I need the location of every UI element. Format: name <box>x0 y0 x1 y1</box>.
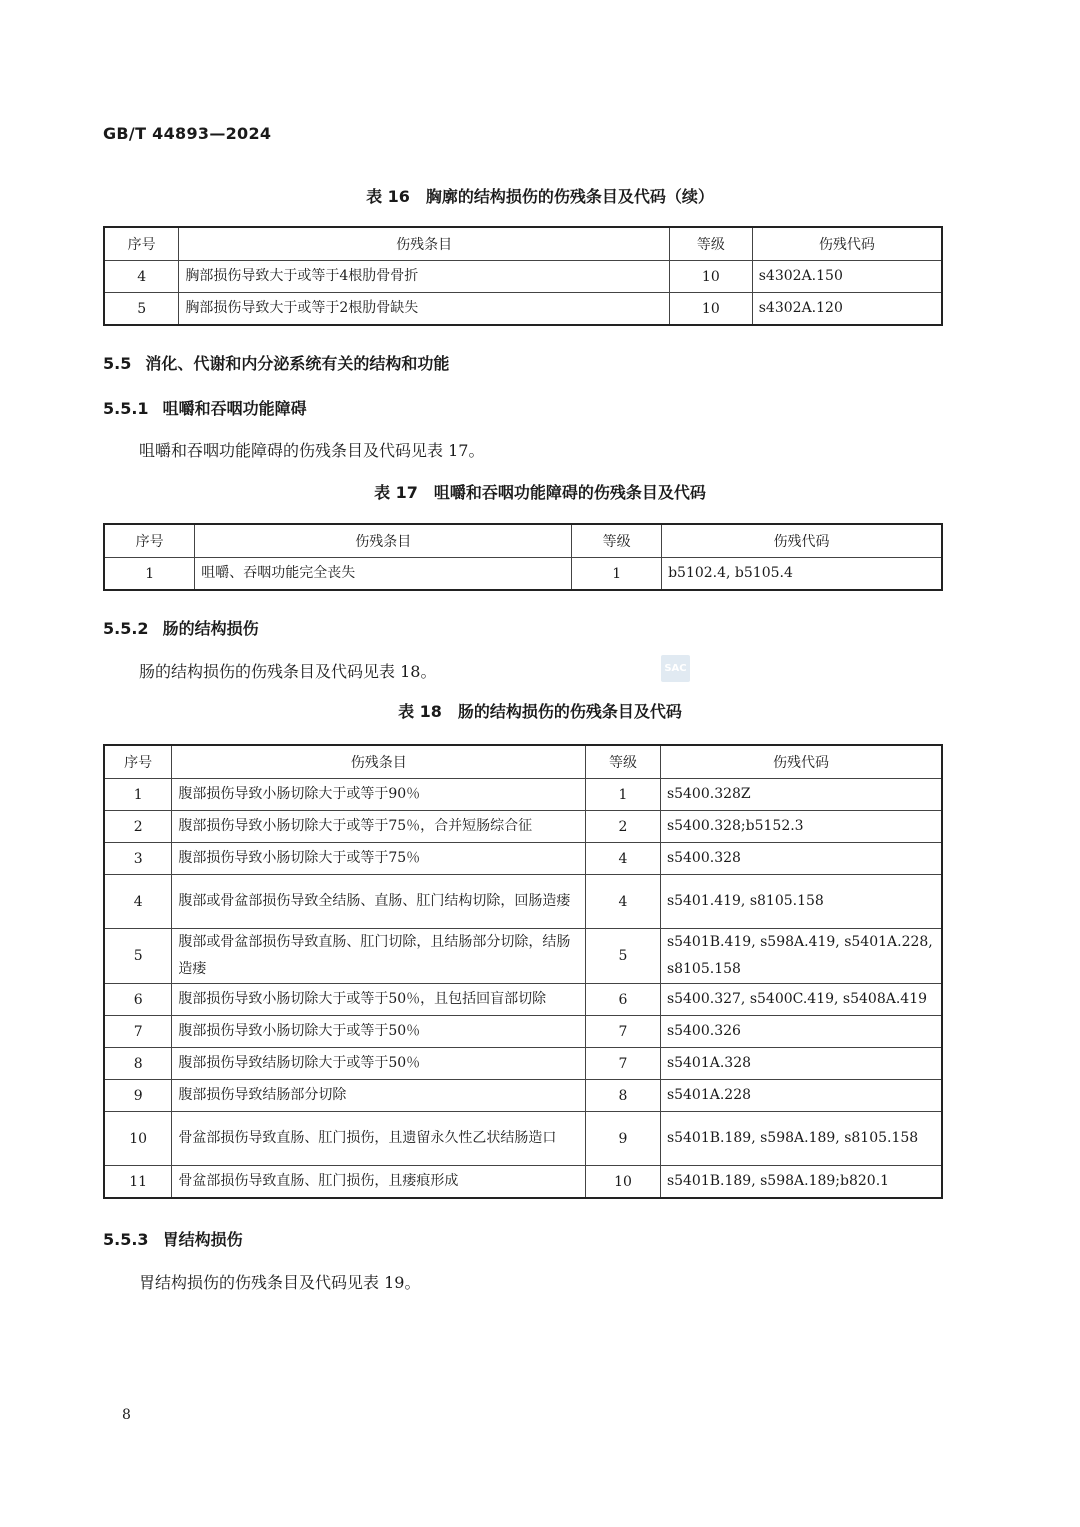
cell-index: 9 <box>104 1080 172 1112</box>
table-header-row <box>104 524 942 558</box>
cell-index: 1 <box>104 558 195 591</box>
table-header-row <box>104 227 942 261</box>
section-5-5-3-paragraph: 胃结构损伤的伤残条目及代码见表 19。 <box>139 1273 421 1292</box>
section-5-5-2-paragraph: 肠的结构损伤的伤残条目及代码见表 18。 <box>139 662 437 681</box>
col-header-item: 伤残条目 <box>179 227 670 261</box>
cell-grade: 2 <box>586 811 661 843</box>
table-row <box>104 1080 942 1112</box>
cell-index: 7 <box>104 1016 172 1048</box>
cell-code: s5401B.189, s598A.189, s8105.158 <box>660 1112 942 1166</box>
table-row <box>104 1166 942 1199</box>
cell-grade: 6 <box>586 984 661 1016</box>
cell-code: s5401A.328 <box>660 1048 942 1080</box>
cell-code: s5400.327, s5400C.419, s5408A.419 <box>660 984 942 1016</box>
table-row <box>104 261 942 293</box>
cell-item: 腹部损伤导致小肠切除大于或等于75％，合并短肠综合征 <box>172 811 586 843</box>
cell-item: 腹部损伤导致结肠部分切除 <box>172 1080 586 1112</box>
cell-grade: 4 <box>586 875 661 929</box>
cell-item: 腹部或骨盆部损伤导致全结肠、直肠、肛门结构切除，回肠造瘘 <box>172 875 586 929</box>
col-header-code: 伤残代码 <box>660 745 942 779</box>
cell-index: 5 <box>104 929 172 984</box>
table-row <box>104 293 942 326</box>
cell-grade: 9 <box>586 1112 661 1166</box>
section-number: 5.5.3 <box>103 1230 149 1249</box>
cell-item: 腹部损伤导致结肠切除大于或等于50％ <box>172 1048 586 1080</box>
cell-index: 10 <box>104 1112 172 1166</box>
cell-index: 1 <box>104 779 172 811</box>
cell-code: s5400.326 <box>660 1016 942 1048</box>
cell-grade: 5 <box>586 929 661 984</box>
col-header-item: 伤残条目 <box>172 745 586 779</box>
section-title: 消化、代谢和内分泌系统有关的结构和功能 <box>145 354 450 373</box>
table-row <box>104 779 942 811</box>
cell-grade: 7 <box>586 1048 661 1080</box>
col-header-code: 伤残代码 <box>662 524 942 558</box>
col-header-index: 序号 <box>104 745 172 779</box>
table16-caption: 表 16 胸廓的结构损伤的伤残条目及代码（续） <box>366 187 714 206</box>
section-5-5-2-heading <box>103 616 259 639</box>
sac-watermark-logo: SAC <box>661 655 690 682</box>
cell-index: 8 <box>104 1048 172 1080</box>
cell-index: 4 <box>104 875 172 929</box>
cell-grade: 8 <box>586 1080 661 1112</box>
cell-code: s5401B.189, s598A.189;b820.1 <box>660 1166 942 1199</box>
cell-index: 11 <box>104 1166 172 1199</box>
cell-code: s5401B.419, s598A.419, s5401A.228, s8105.158 <box>660 929 942 984</box>
table-row <box>104 811 942 843</box>
cell-index: 6 <box>104 984 172 1016</box>
table17-caption: 表 17 咀嚼和吞咽功能障碍的伤残条目及代码 <box>374 483 706 502</box>
table-row <box>104 1048 942 1080</box>
table-row <box>104 984 942 1016</box>
col-header-code: 伤残代码 <box>752 227 942 261</box>
section-5-5-3-heading <box>103 1227 243 1250</box>
section-5-5-heading <box>103 351 449 374</box>
cell-item: 腹部损伤导致小肠切除大于或等于75％ <box>172 843 586 875</box>
table-row <box>104 843 942 875</box>
cell-item: 骨盆部损伤导致直肠、肛门损伤，且遗留永久性乙状结肠造口 <box>172 1112 586 1166</box>
table18-caption: 表 18 肠的结构损伤的伤残条目及代码 <box>398 702 682 721</box>
cell-code: s4302A.150 <box>752 261 942 293</box>
page-number: 8 <box>122 1407 131 1423</box>
table-row <box>104 875 942 929</box>
table-row <box>104 558 942 591</box>
table-row <box>104 1016 942 1048</box>
standard-id: GB/T 44893—2024 <box>103 124 272 143</box>
cell-code: s5400.328Z <box>660 779 942 811</box>
cell-item: 胸部损伤导致大于或等于2根肋骨缺失 <box>179 293 670 326</box>
cell-code: s5400.328;b5152.3 <box>660 811 942 843</box>
cell-item: 胸部损伤导致大于或等于4根肋骨骨折 <box>179 261 670 293</box>
section-number: 5.5 <box>103 354 132 373</box>
cell-code: s5401A.228 <box>660 1080 942 1112</box>
section-5-5-1-paragraph: 咀嚼和吞咽功能障碍的伤残条目及代码见表 17。 <box>139 441 485 460</box>
cell-grade: 10 <box>669 293 752 326</box>
section-number: 5.5.1 <box>103 399 149 418</box>
cell-grade: 10 <box>669 261 752 293</box>
table-row <box>104 929 942 984</box>
cell-item: 咀嚼、吞咽功能完全丧失 <box>195 558 572 591</box>
cell-item: 骨盆部损伤导致直肠、肛门损伤，且瘘痕形成 <box>172 1166 586 1199</box>
cell-grade: 10 <box>586 1166 661 1199</box>
section-number: 5.5.2 <box>103 619 149 638</box>
col-header-grade: 等级 <box>586 745 661 779</box>
table-header-row <box>104 745 942 779</box>
section-title: 胃结构损伤 <box>162 1230 243 1249</box>
cell-code: s5401.419, s8105.158 <box>660 875 942 929</box>
cell-item: 腹部损伤导致小肠切除大于或等于90％ <box>172 779 586 811</box>
col-header-index: 序号 <box>104 227 179 261</box>
cell-grade: 1 <box>586 779 661 811</box>
cell-item: 腹部损伤导致小肠切除大于或等于50％，且包括回盲部切除 <box>172 984 586 1016</box>
cell-code: s5400.328 <box>660 843 942 875</box>
table-row <box>104 1112 942 1166</box>
cell-grade: 1 <box>572 558 662 591</box>
table16 <box>103 226 943 326</box>
cell-grade: 4 <box>586 843 661 875</box>
cell-code: b5102.4, b5105.4 <box>662 558 942 591</box>
cell-index: 4 <box>104 261 179 293</box>
section-title: 肠的结构损伤 <box>162 619 259 638</box>
table18 <box>103 744 943 1199</box>
col-header-grade: 等级 <box>572 524 662 558</box>
cell-code: s4302A.120 <box>752 293 942 326</box>
cell-grade: 7 <box>586 1016 661 1048</box>
cell-index: 3 <box>104 843 172 875</box>
section-title: 咀嚼和吞咽功能障碍 <box>162 399 307 418</box>
cell-index: 5 <box>104 293 179 326</box>
col-header-item: 伤残条目 <box>195 524 572 558</box>
section-5-5-1-heading <box>103 396 307 419</box>
table17 <box>103 523 943 591</box>
cell-item: 腹部损伤导致小肠切除大于或等于50％ <box>172 1016 586 1048</box>
col-header-index: 序号 <box>104 524 195 558</box>
cell-item: 腹部或骨盆部损伤导致直肠、肛门切除，且结肠部分切除，结肠造瘘 <box>172 929 586 984</box>
col-header-grade: 等级 <box>669 227 752 261</box>
cell-index: 2 <box>104 811 172 843</box>
